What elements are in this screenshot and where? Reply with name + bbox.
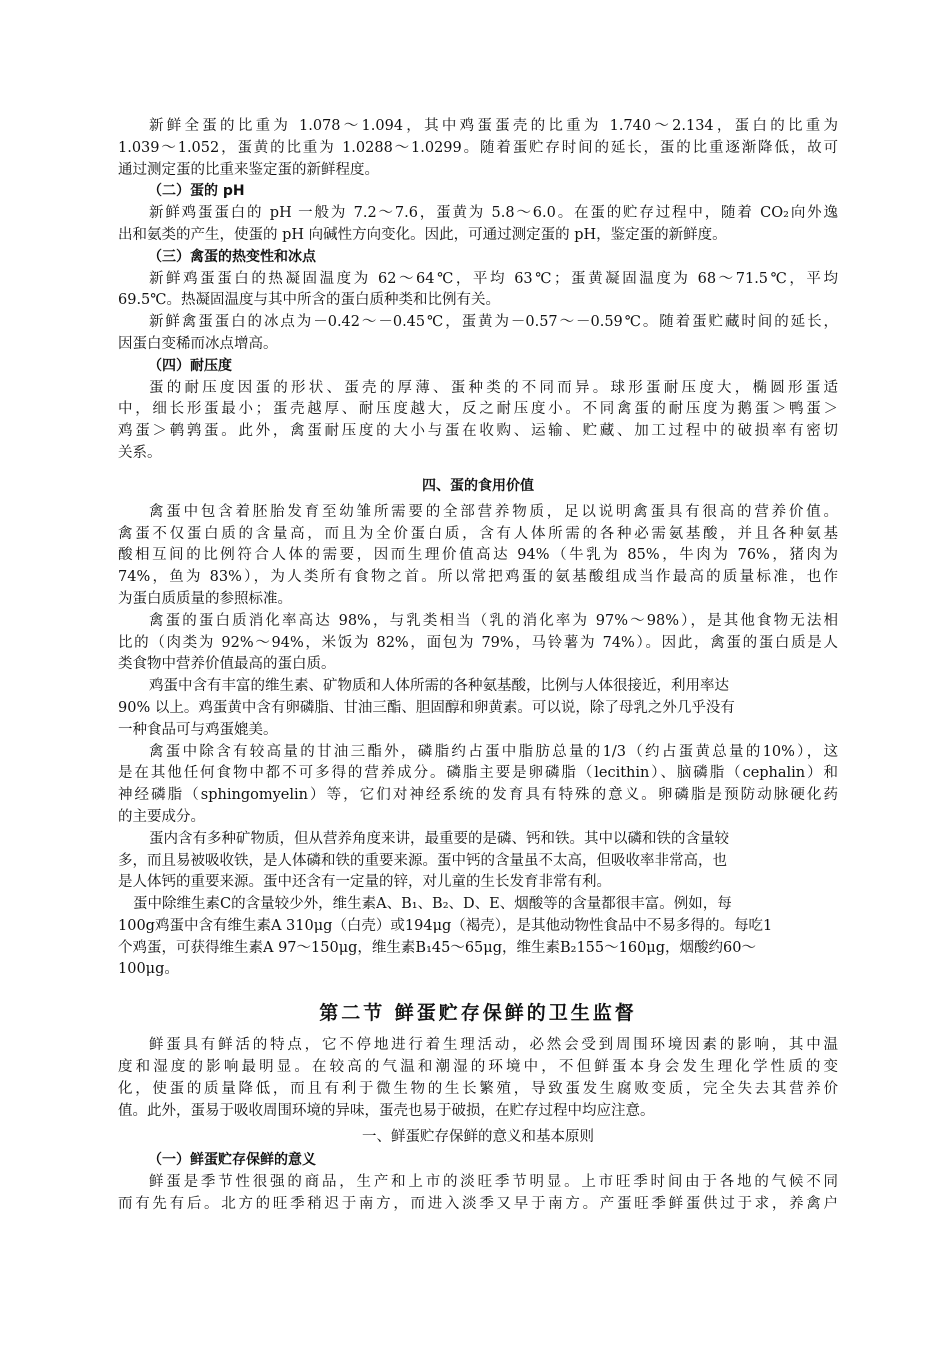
paragraph-nutrition-2 <box>118 611 838 676</box>
text-line: 一种食品可与鸡蛋媲美。 <box>118 721 278 738</box>
text-line: 蛋的耐压度因蛋的形状、蛋壳的厚薄、蛋种类的不同而异。球形蛋耐压度大，椭圆形蛋适 <box>149 379 838 396</box>
text-line: 关系。 <box>118 444 162 461</box>
text-line: 90% 以上。鸡蛋黄中含有卵磷脂、甘油三酯、胆固醇和卵黄素。可以说，除了母乳之外几乎没有 <box>118 699 735 716</box>
section-heading-thermal: （三）禽蛋的热变性和冰点 <box>148 248 316 265</box>
section-heading-ph: （二）蛋的 pH <box>148 183 245 200</box>
text-line: 禽蛋不仅蛋白质的含量高，而且为全价蛋白质，含有人体所需的各种必需氨基酸，并且各种氨基 <box>118 525 838 542</box>
subsection-title: 一、鲜蛋贮存保鲜的意义和基本原则 <box>362 1129 594 1146</box>
text-line: 因蛋白变稀而冰点增高。 <box>118 335 278 352</box>
text-line: 个鸡蛋，可获得维生素A 97～150μg，维生素B₁45～65μg，维生素B₂155～160μg，烟酸约60～ <box>118 939 756 956</box>
paragraph-density <box>118 116 838 181</box>
paragraph-pressure <box>118 378 838 465</box>
paragraph-nutrition-3 <box>118 676 838 741</box>
section-heading-pressure: （四）耐压度 <box>148 357 232 374</box>
text-line: 新鲜鸡蛋蛋白的 pH 一般为 7.2～7.6，蛋黄为 5.8～6.0。在蛋的贮存过程中，随着 CO₂向外逸 <box>149 205 838 222</box>
text-line: 新鲜全蛋的比重为 1.078～1.094，其中鸡蛋蛋壳的比重为 1.740～2.134，蛋白的比重为 <box>149 118 838 134</box>
text-line: 禽蛋的蛋白质消化率高达 98%，与乳类相当（乳的消化率为 97%～98%），是其他食物无法相 <box>149 612 838 629</box>
text-line: 100μg。 <box>118 961 179 978</box>
text-line: 禽蛋中除含有较高量的甘油三酯外，磷脂约占蛋中脂肪总量的1/3（约占蛋黄总量的10%），这 <box>149 743 838 760</box>
paragraph-chapter-intro <box>118 1035 838 1122</box>
text-line: 类食物中营养价值最高的蛋白质。 <box>118 656 336 673</box>
text-line: 鸡蛋中含有丰富的维生素、矿物质和人体所需的各种氨基酸，比例与人体很接近，利用率达 <box>149 678 729 695</box>
text-line: 鲜蛋具有鲜活的特点，它不停地进行着生理活动，必然会受到周围环境因素的影响，其中温 <box>149 1037 838 1054</box>
text-line: 神经磷脂（sphingomyelin）等，它们对神经系统的发育具有特殊的意义。卵磷脂是预防动脉硬化药 <box>118 787 838 804</box>
paragraph-nutrition-6 <box>118 894 838 981</box>
paragraph-thermal <box>118 269 838 356</box>
text-line: 通过测定蛋的比重来鉴定蛋的新鲜程度。 <box>118 161 379 178</box>
section-heading-storage: （一）鲜蛋贮存保鲜的意义 <box>148 1152 316 1169</box>
text-line: 酸相互间的比例符合人体的需要，因而生理价值高达 94%（牛乳为 85%，牛肉为 76%，猪肉为 <box>118 547 838 564</box>
paragraph-storage <box>118 1172 838 1216</box>
text-line: 69.5℃。热凝固温度与其中所含的蛋白质种类和比例有关。 <box>118 292 501 309</box>
text-line: 为蛋白质质量的参照标准。 <box>118 590 292 607</box>
text-line: 中，细长形蛋最小；蛋壳越厚、耐压度越大，反之耐压度小。不同禽蛋的耐压度为鹅蛋＞鸭蛋＞ <box>118 401 838 418</box>
text-line: 值。此外，蛋易于吸收周围环境的异味，蛋壳也易于破损，在贮存过程中均应注意。 <box>118 1102 655 1119</box>
paragraph-nutrition-5 <box>118 829 838 894</box>
text-line: 多，而且易被吸收铁，是人体磷和铁的重要来源。蛋中钙的含量虽不太高，但吸收率非常高，也 <box>118 852 727 869</box>
text-line: 100g鸡蛋中含有维生素A 310μg（白壳）或194μg（褐壳），是其他动物性食品中不易多得的。每吃1 <box>118 917 773 934</box>
text-line: 新鲜禽蛋蛋白的冰点为－0.42～－0.45℃，蛋黄为－0.57～－0.59℃。随着蛋贮藏时间的延长， <box>149 314 838 331</box>
text-line: 鲜蛋是季节性很强的商品，生产和上市的淡旺季节明显。上市旺季时间由于各地的气候不同 <box>149 1174 838 1191</box>
paragraph-ph <box>118 203 838 247</box>
text-line: 禽蛋中包含着胚胎发育至幼雏所需要的全部营养物质，足以说明禽蛋具有很高的营养价值。 <box>149 503 838 520</box>
text-line: 74%，鱼为 83%），为人类所有食物之首。所以常把鸡蛋的氨基酸组成当作最高的质量标准，也作 <box>118 569 838 586</box>
text-line: 出和氨类的产生，使蛋的 pH 向碱性方向变化。因此，可通过测定蛋的 pH，鉴定蛋的新鲜度。 <box>118 226 727 243</box>
text-column <box>118 116 838 1216</box>
text-line: 化，使蛋的质量降低，而且有利于微生物的生长繁殖，导致蛋发生腐败变质，完全失去其营养价 <box>118 1080 838 1097</box>
text-line: 是在其他任何食物中都不可多得的营养成分。磷脂主要是卵磷脂（lecithin）、脑磷脂（cephalin）和 <box>118 765 838 782</box>
text-line: 的主要成分。 <box>118 808 205 825</box>
text-line: 度和湿度的影响最明显。在较高的气温和潮湿的环境中，不但鲜蛋本身会发生理化学性质的变 <box>118 1059 838 1076</box>
text-line: 1.039～1.052，蛋黄的比重为 1.0288～1.0299。随着蛋贮存时间的延长，蛋的比重逐渐降低，故可 <box>118 139 838 156</box>
text-line: 是人体钙的重要来源。蛋中还含有一定量的锌，对儿童的生长发育非常有利。 <box>118 874 611 891</box>
paragraph-nutrition-1 <box>118 502 838 611</box>
text-line: 比的（肉类为 92%～94%，米饭为 82%，面包为 79%，马铃薯为 74%）。因此，禽蛋的蛋白质是人 <box>118 634 838 651</box>
text-line: 新鲜鸡蛋蛋白的热凝固温度为 62～64℃，平均 63℃；蛋黄凝固温度为 68～71.5℃，平均 <box>149 270 838 287</box>
paragraph-nutrition-4 <box>118 742 838 829</box>
text-line: 而有先有后。北方的旺季稍迟于南方，而进入淡季又早于南方。产蛋旺季鲜蛋供过于求，养禽户 <box>118 1196 838 1213</box>
text-line: 蛋内含有多种矿物质，但从营养角度来讲，最重要的是磷、钙和铁。其中以磷和铁的含量较 <box>149 830 729 847</box>
text-line: 蛋中除维生素C的含量较少外，维生素A、B₁、B₂、D、E、烟酸等的含量都很丰富。例如，每 <box>133 896 732 913</box>
chapter-title: 第二节 鲜蛋贮存保鲜的卫生监督 <box>319 1002 637 1025</box>
text-line: 鸡蛋＞鹌鹑蛋。此外，禽蛋耐压度的大小与蛋在收购、运输、贮藏、加工过程中的破损率有密切 <box>118 423 838 440</box>
section-title-nutrition: 四、蛋的食用价值 <box>422 477 534 494</box>
